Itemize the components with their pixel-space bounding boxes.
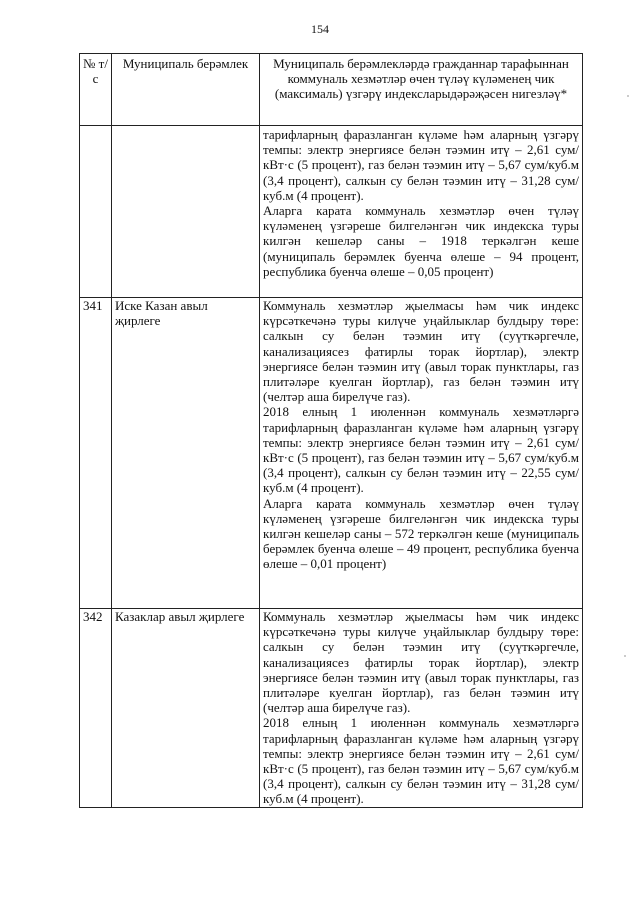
table-row <box>80 298 583 609</box>
scan-speck <box>624 655 626 657</box>
page-number: 154 <box>311 22 329 36</box>
paragraph: 2018 елның 1 июленнән коммуналь хезмәтләргә тарифларның фаразланган күләме һәм аларның үзгәрү темпы: электр энергиясе белән тәэмин итү – 2,61 сум/кВт·с (5 процент), газ белән тәэмин итү – 5,67 сум/куб.м (3,4 процент), салкын су белән тәэмин итү – 31,28 сум/куб.м (4 процент). <box>263 715 579 807</box>
table-row <box>80 126 583 298</box>
paragraph: Аларга карата коммуналь хезмәтләр өчен түләү күләменең үзгәреше билгеләнгән чик индекска туры килгән кешеләр саны – 1918 теркәлгән кеше (муниципаль берәмлек буенча өлеше – 94 процент, республика буенча өлеше – 0,05 процент) <box>263 203 579 279</box>
table-header-row <box>80 54 583 126</box>
row-municipality: Иске Казан авыл җирлеге <box>112 298 260 609</box>
header-description: Муниципаль берәмлекләрдә гражданнар тарафыннан коммуналь хезмәтләр өчен түләү күләменең чик (максималь) үзгәрү индексларыдәрәҗәсен нигезләү* <box>260 54 583 126</box>
tariff-table <box>79 53 583 808</box>
row-num: 341 <box>80 298 112 609</box>
paragraph: Коммуналь хезмәтләр җыелмасы һәм чик индекс күрсәткечәнә туры килүче уңайлыклар булдыру төре: салкын су белән тәэмин итү (суүткәргечле, канализациясез фатирлы торак йортлар), электр энергиясе белән тәэмин итү (авыл торак пунктлары, газ плитәләре куелган йортлар), газ белән тәэмин итү (челтәр аша бирелүче газ). <box>263 609 579 716</box>
header-municipality: Муниципаль берәмлек <box>112 54 260 126</box>
row-description <box>260 609 583 808</box>
header-num: № т/с <box>80 54 112 126</box>
paragraph: 2018 елның 1 июленнән коммуналь хезмәтләргә тарифларның фаразланган күләме һәм аларның үзгәрү темпы: электр энергиясе белән тәэмин итү – 2,61 сум/кВт·с (5 процент), газ белән тәэмин итү – 5,67 сум/куб.м (3,4 процент), салкын су белән тәэмин итү – 22,55 сум/куб.м (4 процент). <box>263 404 579 496</box>
row-municipality: Казаклар авыл җирлеге <box>112 609 260 808</box>
row-description <box>260 126 583 298</box>
row-num <box>80 126 112 298</box>
paragraph: Коммуналь хезмәтләр җыелмасы һәм чик индекс күрсәткечәнә туры килүче уңайлыклар булдыру төре: салкын су белән тәэмин итү (суүткәргечле, канализациясез фатирлы торак йортлар), электр энергиясе белән тәэмин итү (авыл торак пунктлары, газ плитәләре куелган йортлар), газ белән тәэмин итү (челтәр аша бирелүче газ). <box>263 298 579 405</box>
paragraph: тарифларның фаразланган күләме һәм аларның үзгәрү темпы: электр энергиясе белән тәэмин итү – 2,61 сум/кВт·с (5 процент), газ белән тәэмин итү – 5,67 сум/куб.м (3,4 процент), салкын су белән тәэмин итү – 31,28 сум/куб.м (4 процент). <box>263 127 579 203</box>
row-municipality <box>112 126 260 298</box>
row-description <box>260 298 583 609</box>
scan-speck <box>627 95 629 97</box>
table-row <box>80 609 583 808</box>
row-num: 342 <box>80 609 112 808</box>
paragraph: Аларга карата коммуналь хезмәтләр өчен түләү күләменең үзгәреше билгеләнгән чик индекска туры килгән кешеләр саны – 572 теркәлгән кеше (муниципаль берәмлек буенча өлеше – 49 процент, республика буенча өлеше – 0,01 процент) <box>263 495 579 572</box>
